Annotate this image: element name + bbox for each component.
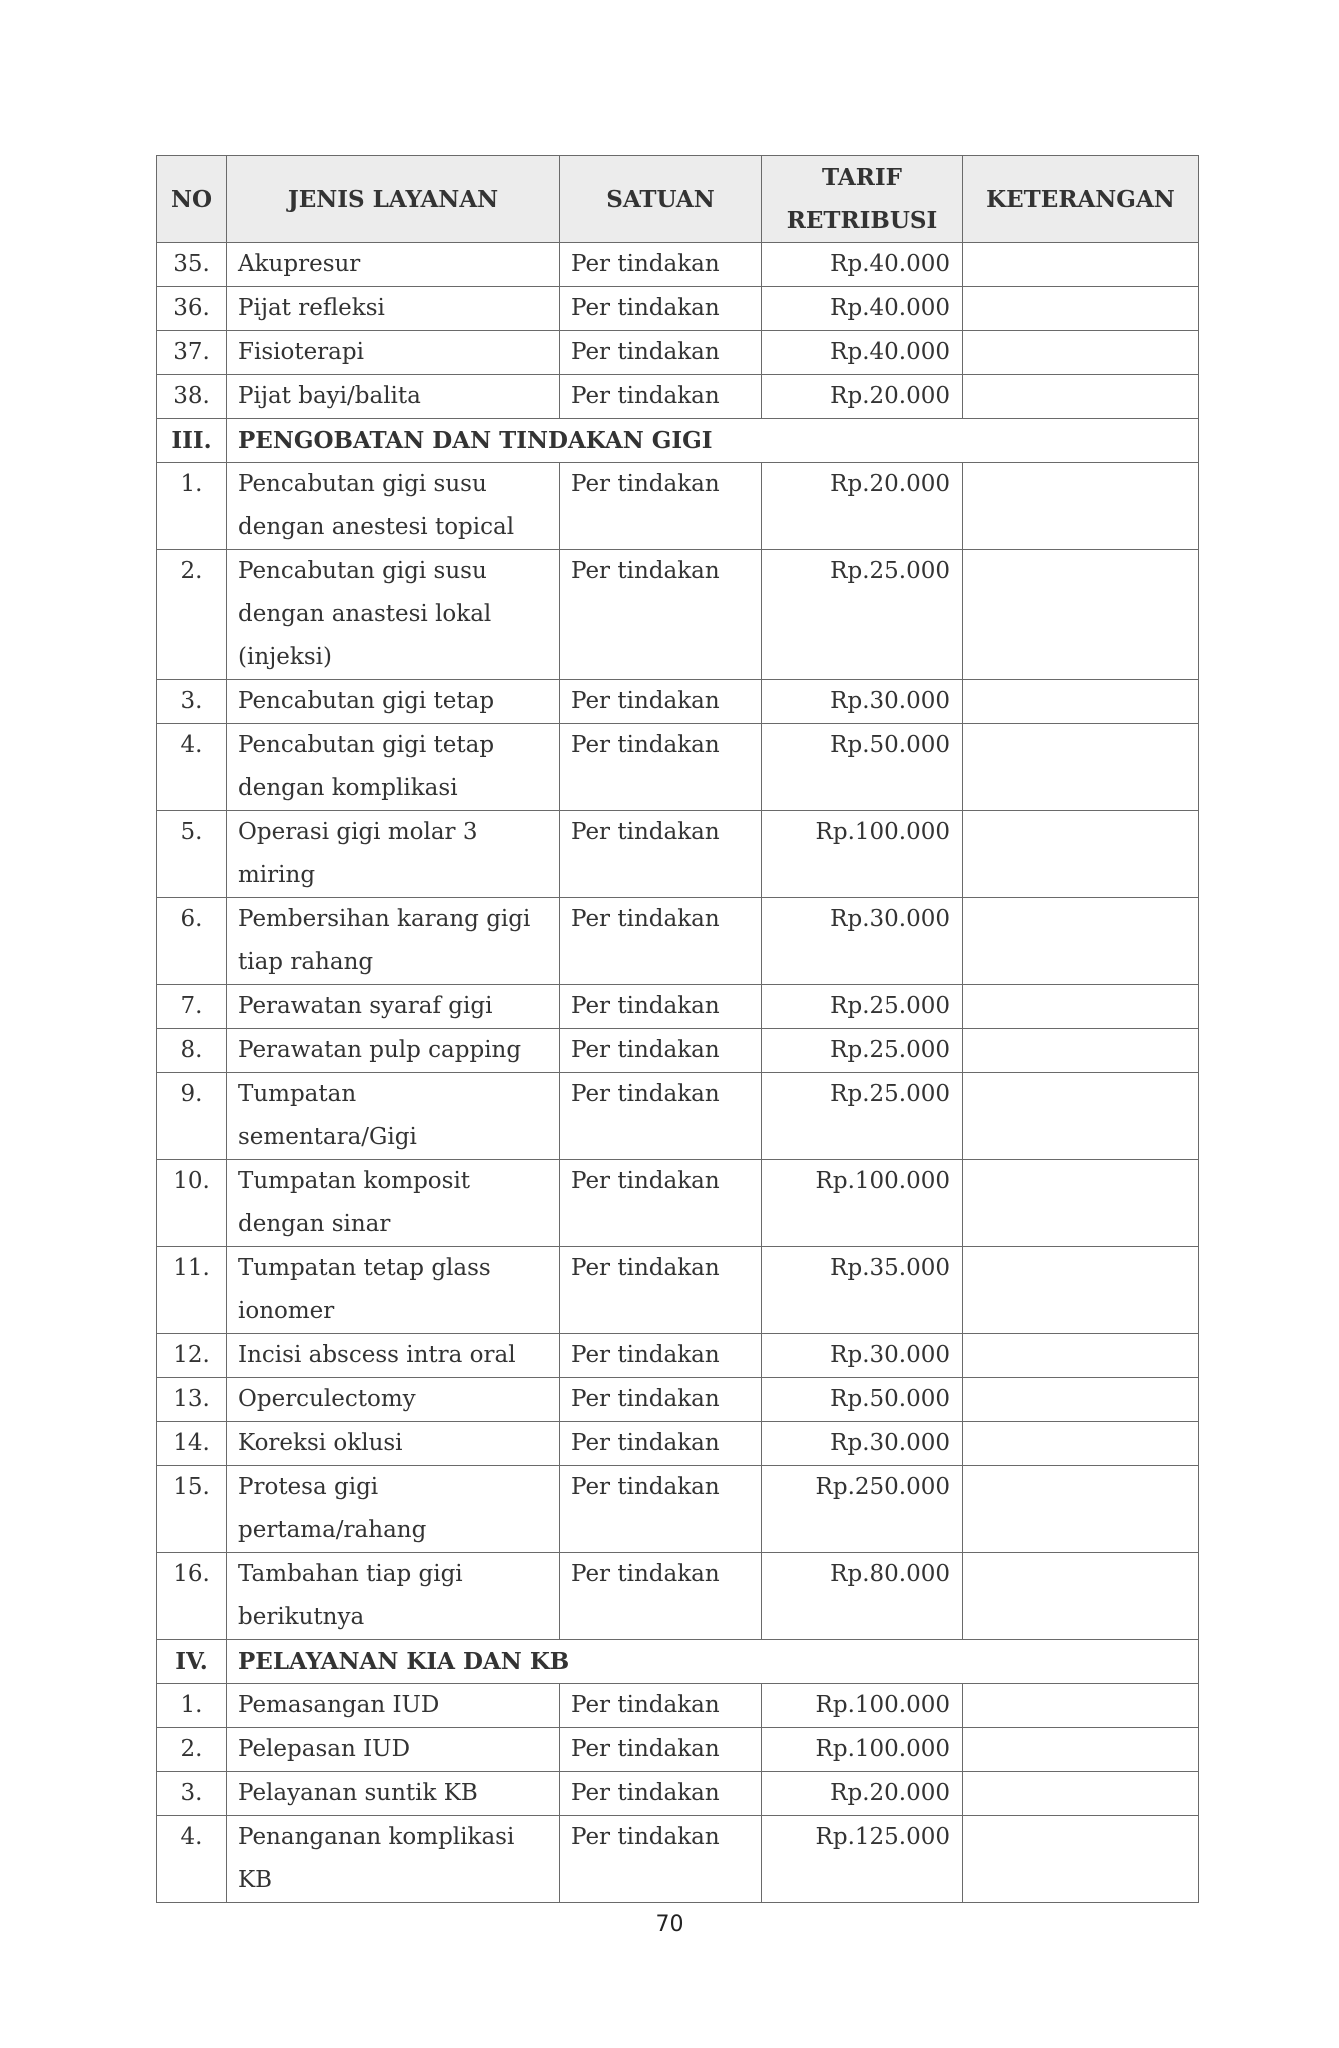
service-name-line: Tumpatan (238, 1081, 357, 1107)
unit: Per tindakan (560, 1553, 762, 1640)
service-name (227, 1816, 560, 1903)
remarks (963, 1378, 1199, 1422)
row-number: 9. (157, 1073, 227, 1160)
remarks (963, 1247, 1199, 1334)
tariff-amount: Rp.100.000 (762, 1160, 963, 1247)
table-row (157, 1422, 1199, 1466)
table-row (157, 1247, 1199, 1334)
service-name-line: Incisi abscess intra oral (238, 1342, 516, 1368)
remarks (963, 375, 1199, 419)
table-row (157, 985, 1199, 1029)
unit: Per tindakan (560, 1772, 762, 1816)
tariff-amount: Rp.25.000 (762, 985, 963, 1029)
tariff-amount: Rp.40.000 (762, 243, 963, 287)
section-title: PENGOBATAN DAN TINDAKAN GIGI (227, 419, 1199, 463)
table-row (157, 1334, 1199, 1378)
service-name-line: dengan komplikasi (238, 775, 458, 801)
table-row (157, 287, 1199, 331)
table-row (157, 1029, 1199, 1073)
tariff-amount: Rp.30.000 (762, 1334, 963, 1378)
row-number: 14. (157, 1422, 227, 1466)
remarks (963, 1684, 1199, 1728)
service-name-line: Perawatan pulp capping (238, 1037, 522, 1063)
service-name (227, 1378, 560, 1422)
tariff-amount: Rp.30.000 (762, 680, 963, 724)
service-name-line: tiap rahang (238, 949, 374, 975)
table-row (157, 1466, 1199, 1553)
service-name-line: Akupresur (238, 251, 361, 277)
service-name (227, 550, 560, 680)
remarks (963, 550, 1199, 680)
table-row (157, 375, 1199, 419)
unit: Per tindakan (560, 1422, 762, 1466)
header-tarif-line: TARIF (822, 164, 902, 191)
header-tarif-line: RETRIBUSI (786, 207, 938, 234)
remarks (963, 1422, 1199, 1466)
service-name-line: Pemasangan IUD (238, 1692, 440, 1718)
table-header-row (157, 156, 1199, 243)
table-row (157, 680, 1199, 724)
table-row (157, 1684, 1199, 1728)
service-name (227, 375, 560, 419)
remarks (963, 1816, 1199, 1903)
header-jenis-layanan: JENIS LAYANAN (227, 156, 560, 243)
service-name (227, 243, 560, 287)
remarks (963, 463, 1199, 550)
unit: Per tindakan (560, 811, 762, 898)
tariff-amount: Rp.25.000 (762, 1073, 963, 1160)
header-satuan: SATUAN (560, 156, 762, 243)
service-name-line: Pencabutan gigi susu (238, 471, 487, 497)
tariff-amount: Rp.30.000 (762, 898, 963, 985)
remarks (963, 1728, 1199, 1772)
service-name-line: sementara/Gigi (238, 1124, 417, 1150)
tariff-amount: Rp.50.000 (762, 724, 963, 811)
unit: Per tindakan (560, 331, 762, 375)
service-name (227, 1247, 560, 1334)
tariff-amount: Rp.20.000 (762, 375, 963, 419)
unit: Per tindakan (560, 1029, 762, 1073)
header-tarif-retribusi (762, 156, 963, 243)
tariff-amount: Rp.25.000 (762, 550, 963, 680)
service-name-line: pertama/rahang (238, 1517, 427, 1543)
tariff-table (156, 155, 1199, 1903)
table-row (157, 1816, 1199, 1903)
remarks (963, 1160, 1199, 1247)
table-row (157, 243, 1199, 287)
service-name-line: (injeksi) (238, 644, 332, 670)
service-name-line: KB (238, 1867, 273, 1893)
service-name (227, 985, 560, 1029)
service-name-line: berikutnya (238, 1604, 365, 1630)
service-name (227, 287, 560, 331)
row-number: 3. (157, 1772, 227, 1816)
service-name (227, 1073, 560, 1160)
section-number: III. (157, 419, 227, 463)
section-row (157, 1640, 1199, 1684)
service-name (227, 1422, 560, 1466)
unit: Per tindakan (560, 1160, 762, 1247)
service-name (227, 1553, 560, 1640)
service-name-line: Pelayanan suntik KB (238, 1780, 478, 1806)
remarks (963, 680, 1199, 724)
service-name-line: Pijat bayi/balita (238, 383, 421, 409)
row-number: 2. (157, 1728, 227, 1772)
service-name-line: Pijat refleksi (238, 295, 385, 321)
service-name-line: Tambahan tiap gigi (238, 1561, 463, 1587)
table-row (157, 898, 1199, 985)
row-number: 35. (157, 243, 227, 287)
unit: Per tindakan (560, 1684, 762, 1728)
tariff-amount: Rp.20.000 (762, 463, 963, 550)
service-name (227, 1772, 560, 1816)
table-row (157, 1378, 1199, 1422)
unit: Per tindakan (560, 1073, 762, 1160)
row-number: 38. (157, 375, 227, 419)
service-name (227, 1684, 560, 1728)
service-name-line: Operculectomy (238, 1386, 416, 1412)
tariff-amount: Rp.35.000 (762, 1247, 963, 1334)
unit: Per tindakan (560, 1466, 762, 1553)
table-body (157, 243, 1199, 1903)
row-number: 11. (157, 1247, 227, 1334)
unit: Per tindakan (560, 550, 762, 680)
service-name-line: dengan anestesi topical (238, 514, 515, 540)
row-number: 12. (157, 1334, 227, 1378)
row-number: 13. (157, 1378, 227, 1422)
unit: Per tindakan (560, 898, 762, 985)
remarks (963, 1772, 1199, 1816)
row-number: 8. (157, 1029, 227, 1073)
service-name-line: Pembersihan karang gigi (238, 906, 531, 932)
unit: Per tindakan (560, 375, 762, 419)
remarks (963, 1073, 1199, 1160)
tariff-amount: Rp.30.000 (762, 1422, 963, 1466)
table-row (157, 811, 1199, 898)
table-row (157, 1553, 1199, 1640)
service-name (227, 1466, 560, 1553)
remarks (963, 243, 1199, 287)
tariff-amount: Rp.40.000 (762, 331, 963, 375)
unit: Per tindakan (560, 1816, 762, 1903)
tariff-amount: Rp.50.000 (762, 1378, 963, 1422)
service-name-line: Protesa gigi (238, 1474, 379, 1500)
service-name-line: Operasi gigi molar 3 (238, 819, 478, 845)
unit: Per tindakan (560, 1728, 762, 1772)
header-no: NO (157, 156, 227, 243)
service-name-line: Pencabutan gigi tetap (238, 688, 495, 714)
unit: Per tindakan (560, 1334, 762, 1378)
tariff-amount: Rp.100.000 (762, 811, 963, 898)
section-number: IV. (157, 1640, 227, 1684)
tariff-amount: Rp.100.000 (762, 1684, 963, 1728)
table-row (157, 550, 1199, 680)
tariff-amount: Rp.40.000 (762, 287, 963, 331)
row-number: 10. (157, 1160, 227, 1247)
service-name-line: Tumpatan tetap glass (238, 1255, 491, 1281)
table-row (157, 331, 1199, 375)
table-row (157, 724, 1199, 811)
table-row (157, 1073, 1199, 1160)
remarks (963, 331, 1199, 375)
service-name (227, 724, 560, 811)
row-number: 1. (157, 1684, 227, 1728)
service-name-line: Koreksi oklusi (238, 1430, 403, 1456)
service-name-line: dengan anastesi lokal (238, 601, 492, 627)
tariff-amount: Rp.25.000 (762, 1029, 963, 1073)
table-row (157, 1160, 1199, 1247)
page-number: 70 (655, 1912, 684, 1937)
table-row (157, 1728, 1199, 1772)
service-name (227, 1728, 560, 1772)
service-name-line: Pencabutan gigi susu (238, 558, 487, 584)
tariff-amount: Rp.80.000 (762, 1553, 963, 1640)
tariff-amount: Rp.100.000 (762, 1728, 963, 1772)
row-number: 2. (157, 550, 227, 680)
row-number: 1. (157, 463, 227, 550)
remarks (963, 985, 1199, 1029)
unit: Per tindakan (560, 724, 762, 811)
service-name (227, 1334, 560, 1378)
remarks (963, 287, 1199, 331)
service-name (227, 1160, 560, 1247)
row-number: 4. (157, 724, 227, 811)
remarks (963, 1466, 1199, 1553)
service-name (227, 898, 560, 985)
remarks (963, 1334, 1199, 1378)
service-name (227, 463, 560, 550)
unit: Per tindakan (560, 287, 762, 331)
service-name-line: Fisioterapi (238, 339, 364, 365)
service-name-line: Pelepasan IUD (238, 1736, 411, 1762)
row-number: 7. (157, 985, 227, 1029)
service-name (227, 331, 560, 375)
table-row (157, 1772, 1199, 1816)
remarks (963, 1553, 1199, 1640)
service-name (227, 1029, 560, 1073)
unit: Per tindakan (560, 680, 762, 724)
unit: Per tindakan (560, 1378, 762, 1422)
row-number: 16. (157, 1553, 227, 1640)
service-name-line: Perawatan syaraf gigi (238, 993, 493, 1019)
section-title: PELAYANAN KIA DAN KB (227, 1640, 1199, 1684)
service-name-line: dengan sinar (238, 1211, 391, 1237)
header-keterangan: KETERANGAN (963, 156, 1199, 243)
row-number: 4. (157, 1816, 227, 1903)
service-name (227, 811, 560, 898)
unit: Per tindakan (560, 243, 762, 287)
service-name-line: ionomer (238, 1298, 335, 1324)
remarks (963, 724, 1199, 811)
remarks (963, 898, 1199, 985)
remarks (963, 811, 1199, 898)
tariff-amount: Rp.125.000 (762, 1816, 963, 1903)
service-name-line: Penanganan komplikasi (238, 1824, 515, 1850)
remarks (963, 1029, 1199, 1073)
row-number: 5. (157, 811, 227, 898)
row-number: 3. (157, 680, 227, 724)
service-name-line: Pencabutan gigi tetap (238, 732, 495, 758)
unit: Per tindakan (560, 985, 762, 1029)
row-number: 15. (157, 1466, 227, 1553)
tariff-amount: Rp.250.000 (762, 1466, 963, 1553)
unit: Per tindakan (560, 463, 762, 550)
service-name-line: miring (238, 862, 316, 888)
tariff-amount: Rp.20.000 (762, 1772, 963, 1816)
section-row (157, 419, 1199, 463)
row-number: 6. (157, 898, 227, 985)
row-number: 37. (157, 331, 227, 375)
table-row (157, 463, 1199, 550)
row-number: 36. (157, 287, 227, 331)
service-name (227, 680, 560, 724)
unit: Per tindakan (560, 1247, 762, 1334)
service-name-line: Tumpatan komposit (238, 1168, 471, 1194)
